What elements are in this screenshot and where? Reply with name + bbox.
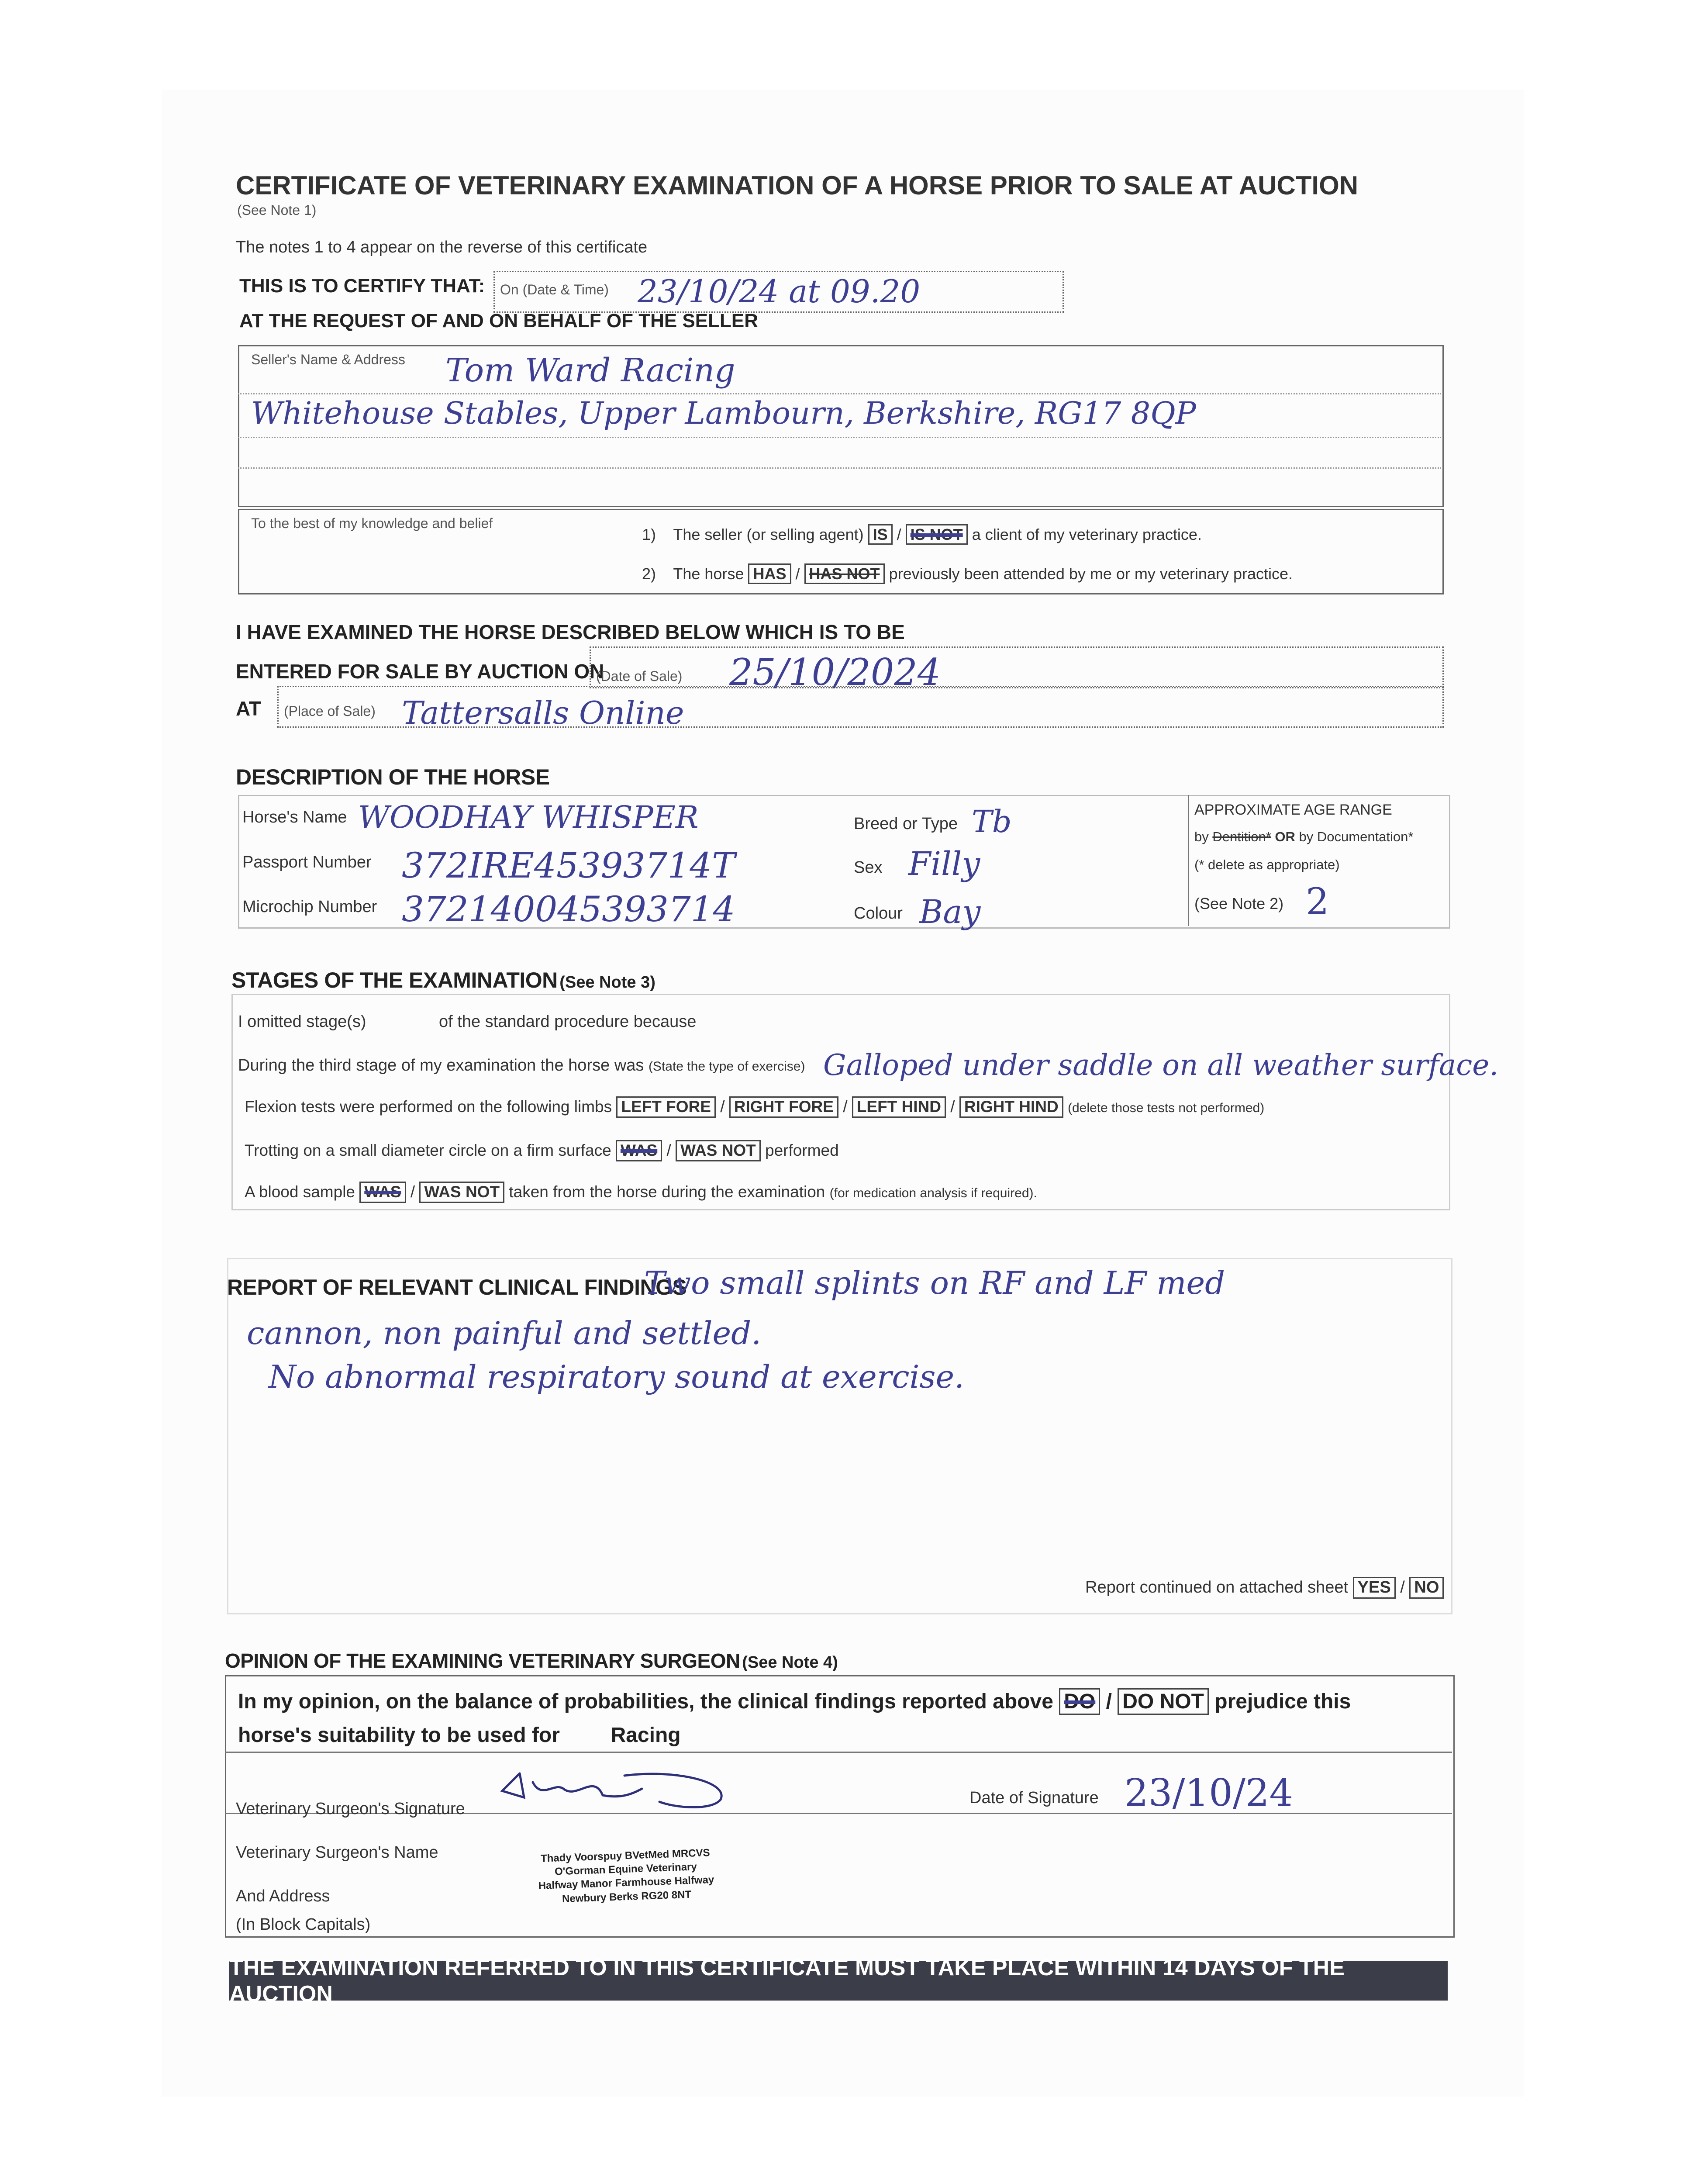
third-stage-label: During the third stage of my examination the horse was [238,1056,644,1075]
limb-left-hind[interactable]: LEFT HIND [852,1096,946,1118]
seller-address: Whitehouse Stables, Upper Lambourn, Berkshire, RG17 8QP [251,395,1196,431]
description-heading: DESCRIPTION OF THE HORSE [236,765,550,789]
report-line-1: Two small splints on RF and LF med [644,1265,1225,1301]
stmt1-sep: / [897,525,901,543]
blood-was-option[interactable]: WAS [359,1182,406,1203]
exam-date-time: 23/10/24 at 09.20 [638,273,921,310]
seller-name: Tom Ward Racing [445,352,735,389]
attended-has-option[interactable]: HAS [748,563,791,584]
flexion-note: (delete those tests not performed) [1067,1101,1265,1115]
opinion-text-a: In my opinion, on the balance of probabilities, the clinical findings reported above [238,1690,1053,1713]
horse-name: WOODHAY WHISPER [358,799,699,835]
opinion-do-not-option[interactable]: DO NOT [1118,1688,1209,1715]
stmt1-pre: The seller (or selling agent) [673,525,864,543]
sex-label: Sex [854,858,883,877]
seller-label: Seller's Name & Address [251,352,405,367]
report-line-3: No abnormal respiratory sound at exercise. [269,1358,964,1395]
blood-was-not-option[interactable]: WAS NOT [419,1182,504,1203]
stamp-line-2: O'Gorman Equine Veterinary [554,1861,697,1878]
attended-has-not-option[interactable]: HAS NOT [804,563,885,584]
exercise-value: Galloped under saddle on all weather surface. [823,1048,1499,1082]
vet-stamp [537,1846,715,1907]
flexion-row: Flexion tests were performed on the following limbs LEFT FORE / RIGHT FORE / LEFT HIND / RIGHT HIND (delete those tests not performed) [245,1096,1264,1118]
continued-row: Report continued on attached sheet YES / NO [1085,1577,1444,1599]
opinion-heading: OPINION OF THE EXAMINING VETERINARY SURGEON [225,1649,740,1672]
blood-label: A blood sample [245,1183,355,1201]
stmt1-post: a client of my veterinary practice. [972,525,1202,543]
omitted-b: of the standard procedure because [439,1013,697,1031]
client-is-option[interactable]: IS [868,524,893,545]
age-documentation-option[interactable]: by Documentation* [1299,829,1414,844]
colour-label: Colour [854,904,903,923]
blood-end: taken from the horse during the examination [509,1183,825,1201]
microchip-label: Microchip Number [242,898,377,916]
client-is-not-option[interactable]: IS NOT [906,524,968,545]
statement-1 [642,524,1202,545]
request-label: AT THE REQUEST OF AND ON BEHALF OF THE SELLER [239,310,758,332]
stages-heading: STAGES OF THE EXAMINATION [231,968,558,992]
stages-heading-row [231,968,655,993]
passport-label: Passport Number [242,853,372,871]
date-sig-label: Date of Signature [969,1789,1099,1807]
sex-value: Filly [908,845,980,883]
block-capitals-label: (In Block Capitals) [236,1915,371,1934]
opinion-line-1: In my opinion, on the balance of probabilities, the clinical findings reported above DO / DO NOT prejudice this [238,1688,1351,1715]
stmt2-num: 2) [642,565,656,583]
flexion-label: Flexion tests were performed on the following limbs [245,1098,612,1116]
third-stage-note: (State the type of exercise) [648,1059,805,1074]
age-delete-note: (* delete as appropriate) [1194,857,1340,872]
examined-label: I HAVE EXAMINED THE HORSE DESCRIBED BELOW WHICH IS TO BE [236,621,905,643]
certify-label: THIS IS TO CERTIFY THAT: [239,275,485,297]
continued-no-option[interactable]: NO [1409,1577,1444,1599]
date-of-signature: 23/10/24 [1125,1771,1294,1815]
signature-mark [493,1765,738,1813]
stmt2-sep: / [795,565,800,583]
opinion-note: (See Note 4) [742,1653,838,1672]
trotting-label: Trotting on a small diameter circle on a firm surface [245,1141,611,1159]
stamp-line-4: Newbury Berks RG20 8NT [562,1888,692,1905]
age-by: by [1194,829,1209,844]
age-see-note: (See Note 2) [1194,895,1284,912]
opinion-line-2 [238,1723,681,1747]
limb-left-fore[interactable]: LEFT FORE [616,1096,716,1118]
omitted-a: I omitted stage(s) [238,1013,366,1031]
opinion-do-option[interactable]: DO [1059,1688,1100,1715]
microchip-number: 372140045393714 [402,889,735,930]
horse-name-label: Horse's Name [242,808,347,826]
trotting-was-option[interactable]: WAS [616,1140,662,1161]
date-of-sale: 25/10/2024 [729,651,941,694]
limb-right-hind[interactable]: RIGHT HIND [959,1096,1063,1118]
notes-text: The notes 1 to 4 appear on the reverse of this certificate [236,238,648,256]
opinion-use: Racing [611,1724,681,1747]
at-label: AT [236,697,261,720]
opinion-text-c: horse's suitability to be used for [238,1724,560,1747]
trotting-row: Trotting on a small diameter circle on a firm surface WAS / WAS NOT performed [245,1140,839,1161]
seller-dotline [238,393,1441,394]
report-box [227,1258,1452,1614]
see-note-1: (See Note 1) [237,202,317,218]
breed-value: Tb [972,804,1012,840]
stamp-line-1: Thady Voorspuy BVetMed MRCVS [540,1847,710,1865]
description-divider [1188,795,1189,926]
seller-dotline [238,437,1441,438]
age-heading: APPROXIMATE AGE RANGE [1194,802,1392,818]
age-value: 2 [1306,880,1329,923]
opinion-heading-row [225,1649,838,1673]
statement-2 [642,563,1293,584]
signature-label: Veterinary Surgeon's Signature [236,1800,465,1818]
vet-name-label: Veterinary Surgeon's Name [236,1843,438,1862]
blood-row: A blood sample WAS / WAS NOT taken from the horse during the examination (for medication analysis if required). [245,1182,1037,1203]
stages-note: (See Note 3) [559,973,655,992]
certificate-title: CERTIFICATE OF VETERINARY EXAMINATION OF A HORSE PRIOR TO SALE AT AUCTION [236,171,1359,200]
opinion-divider-1 [225,1752,1452,1753]
place-of-sale: Tattersalls Online [402,695,684,731]
trotting-was-not-option[interactable]: WAS NOT [676,1140,761,1161]
report-heading: REPORT OF RELEVANT CLINICAL FINDINGS [227,1275,687,1299]
breed-label: Breed or Type [854,815,958,833]
continued-yes-option[interactable]: YES [1353,1577,1396,1599]
third-stage-row [238,1056,805,1075]
blood-note: (for medication analysis if required). [829,1186,1037,1200]
continued-label: Report continued on attached sheet [1085,1578,1349,1597]
knowledge-label: To the best of my knowledge and belief [251,515,493,531]
stmt2-pre: The horse [673,565,744,583]
date-of-sale-box [590,646,1444,688]
vet-address-label: And Address [236,1887,330,1905]
place-of-sale-label: (Place of Sale) [284,703,376,719]
opinion-text-b: prejudice this [1214,1690,1351,1713]
stamp-line-3: Halfway Manor Farmhouse Halfway [538,1874,714,1892]
trotting-end: performed [765,1141,839,1159]
entered-label: ENTERED FOR SALE BY AUCTION ON [236,660,604,683]
date-of-sale-label: (Date of Sale) [596,668,683,684]
seller-dotline [238,467,1441,469]
age-or: OR [1275,829,1295,844]
footer-banner: THE EXAMINATION REFERRED TO IN THIS CERTIFICATE MUST TAKE PLACE WITHIN 14 DAYS OF THE AUCTION [229,1961,1448,2001]
age-dentition-option[interactable]: Dentition* [1212,829,1271,844]
stmt1-num: 1) [642,525,656,543]
colour-value: Bay [919,893,981,931]
limb-right-fore[interactable]: RIGHT FORE [729,1096,838,1118]
passport-number: 372IRE45393714T [402,845,735,886]
report-line-2: cannon, non painful and settled. [247,1315,762,1351]
stmt2-post: previously been attended by me or my veterinary practice. [889,565,1293,583]
date-time-label: On (Date & Time) [500,282,609,297]
age-method-line [1194,829,1413,845]
